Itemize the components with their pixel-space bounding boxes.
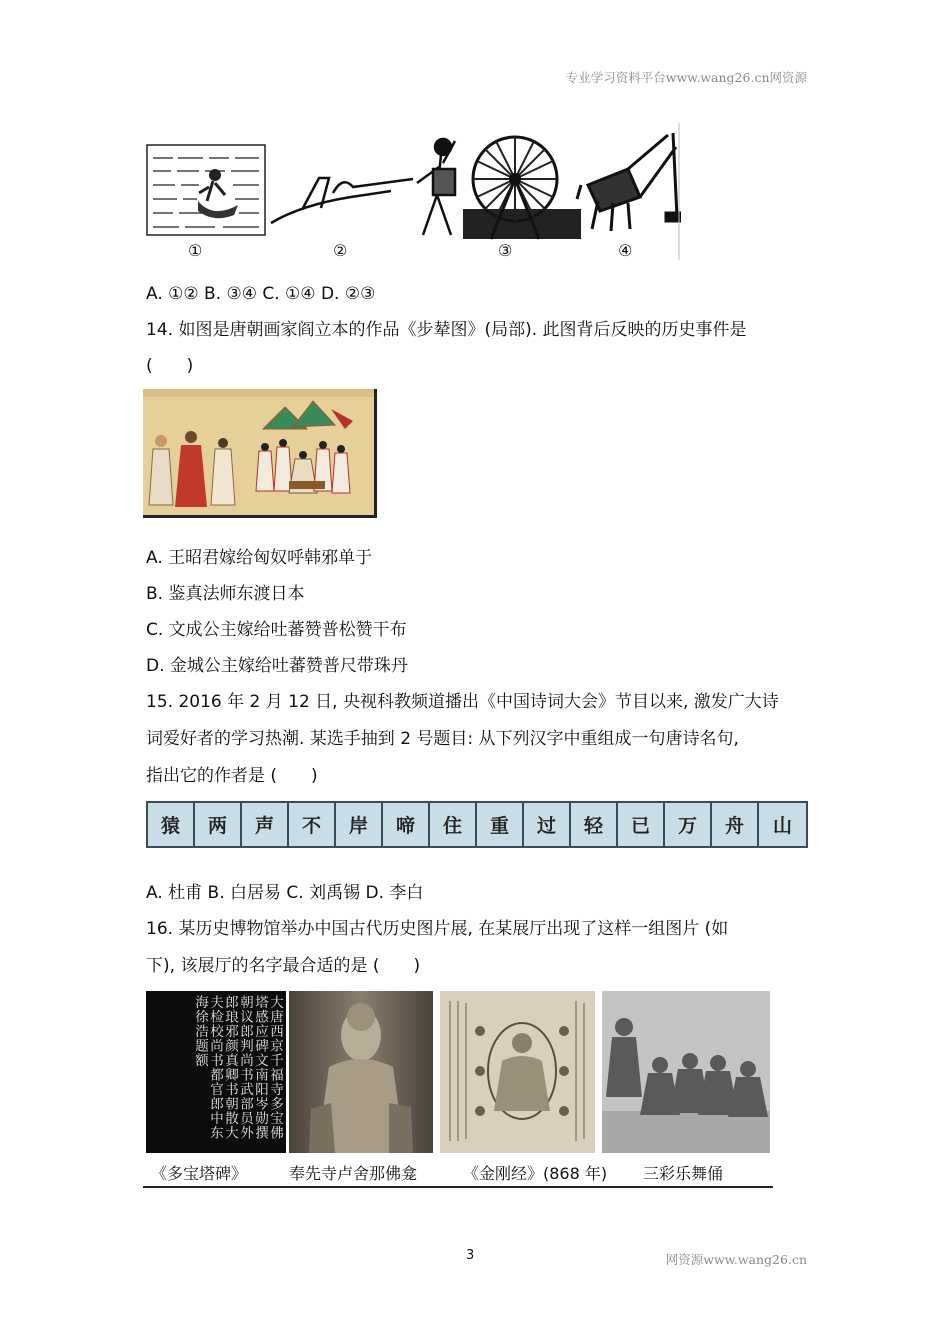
q13-panel-1-image xyxy=(147,145,265,235)
q13-label-1: ① xyxy=(188,241,203,260)
q16-calligraphy-image xyxy=(146,991,286,1153)
q15-character-strip xyxy=(146,801,808,848)
page-number: 3 xyxy=(466,1248,475,1263)
q15-line-3: 指出它的作者是 ( ) xyxy=(146,766,318,786)
q15-char-cell: 声 xyxy=(242,803,289,846)
q15-line-2: 词爱好者的学习热潮. 某选手抽到 2 号题目: 从下列汉字中重组成一句唐诗名句, xyxy=(146,729,739,749)
q14-option-b: B. 鉴真法师东渡日本 xyxy=(146,584,305,604)
q13-figure xyxy=(143,123,681,260)
q15-options: A. 杜甫 B. 白居易 C. 刘禹锡 D. 李白 xyxy=(146,883,424,903)
header-site-text: 专业学习资料平台www.wang26.cn网资源 xyxy=(565,70,807,85)
q16-caption-2: 奉先寺卢舍那佛龛 xyxy=(289,1164,418,1183)
q13-options: A. ①② B. ③④ C. ①④ D. ②③ xyxy=(146,284,376,304)
q16-line-1: 16. 某历史博物馆举办中国古代历史图片展, 在某展厅出现了这样一组图片 (如 xyxy=(146,919,729,939)
q15-char-cell: 两 xyxy=(195,803,242,846)
q15-char-cell: 不 xyxy=(289,803,336,846)
q13-panel-4-image xyxy=(577,133,681,231)
q15-char-cell: 舟 xyxy=(712,803,759,846)
q16-figurines-image xyxy=(602,991,770,1153)
q15-char-cell: 啼 xyxy=(383,803,430,846)
q16-sutra-image xyxy=(440,991,595,1153)
q15-char-cell: 山 xyxy=(772,815,792,837)
q16-figure xyxy=(143,991,773,1188)
q15-char-cell: 过 xyxy=(524,803,571,846)
q16-buddha-drawing xyxy=(289,991,433,1153)
q16-figurines-drawing xyxy=(602,991,770,1153)
q16-caption-3: 《金刚经》(868 年) xyxy=(463,1164,608,1183)
q13-panel-3-image xyxy=(463,137,581,239)
q16-calligraphy-text: 大唐西京千福寺多宝佛塔感应碑文南阳岑勋撰朝议郎判尚书武部员外郎琅邪颜真卿书朝散大夫检校尚书都官郎中东海徐浩题额 xyxy=(192,995,283,1140)
q14-option-d: D. 金城公主嫁给吐蕃赞普尺带珠丹 xyxy=(146,656,408,676)
q13-label-3: ③ xyxy=(498,241,513,260)
q15-char-cell: 已 xyxy=(618,803,665,846)
q14-option-a: A. 王昭君嫁给匈奴呼韩邪单于 xyxy=(146,548,373,568)
q13-figure-drawing xyxy=(143,123,681,260)
q15-char-cell: 轻 xyxy=(571,803,618,846)
q14-painting-image xyxy=(143,389,377,518)
q16-sutra-drawing xyxy=(440,991,595,1153)
q16-caption-4: 三彩乐舞俑 xyxy=(643,1164,724,1183)
q14-painting-drawing xyxy=(143,389,377,518)
q15-char-cell: 猿 xyxy=(148,803,195,846)
q13-label-4: ④ xyxy=(618,241,633,260)
q15-char-cell: 万 xyxy=(665,803,712,846)
q16-buddha-image xyxy=(289,991,433,1153)
q16-caption-1: 《多宝塔碑》 xyxy=(151,1164,248,1183)
q13-panel-2-image xyxy=(271,139,455,235)
q15-line-1: 15. 2016 年 2 月 12 日, 央视科教频道播出《中国诗词大会》节目以来, 激发广大诗 xyxy=(146,692,779,712)
q15-char-cell: 岸 xyxy=(336,803,383,846)
footer-site-text: 网资源www.wang26.cn xyxy=(665,1252,807,1267)
q14-blank: ( ) xyxy=(146,356,194,376)
q14-question: 14. 如图是唐朝画家阎立本的作品《步辇图》(局部). 此图背后反映的历史事件是 xyxy=(146,320,747,340)
q16-line-2: 下), 该展厅的名字最合适的是 ( ) xyxy=(146,956,421,976)
q14-option-c: C. 文成公主嫁给吐蕃赞普松赞干布 xyxy=(146,620,407,640)
q15-char-cell: 住 xyxy=(430,803,477,846)
q15-char-cell: 重 xyxy=(477,803,524,846)
q13-label-2: ② xyxy=(333,241,348,260)
